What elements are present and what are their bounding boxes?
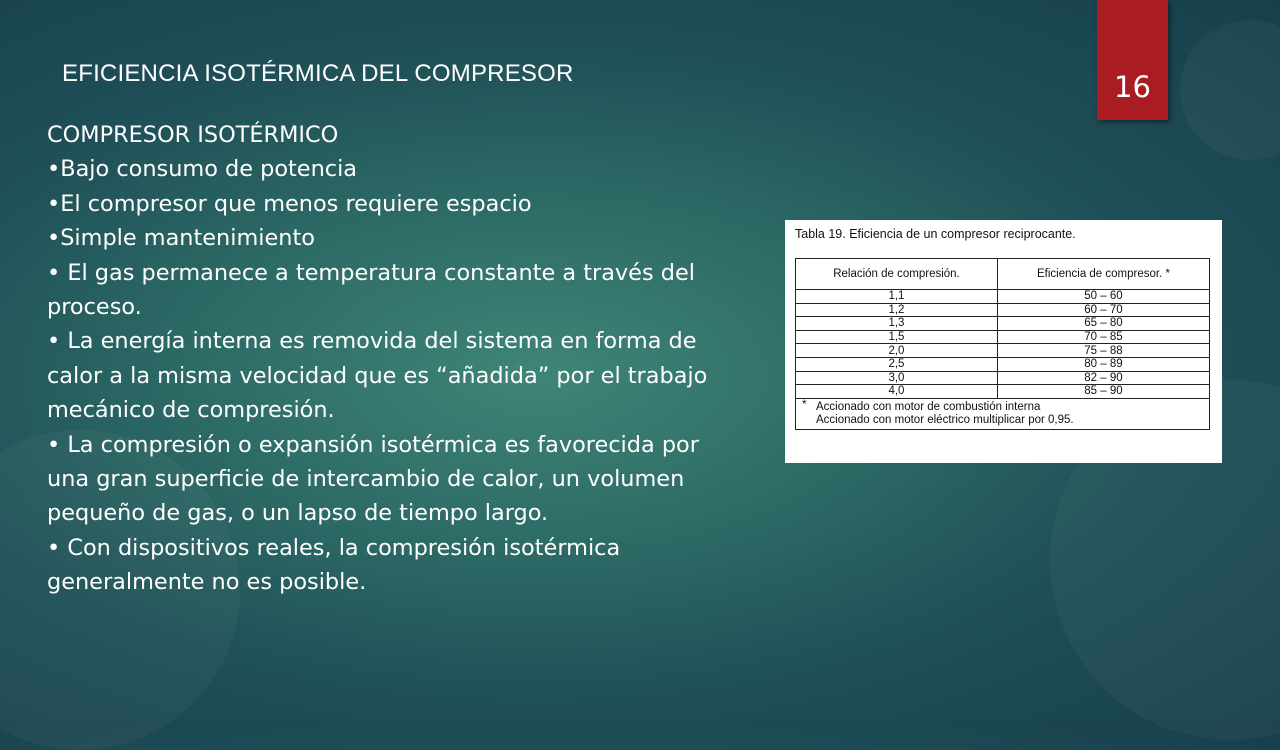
- table-cell: 2,5: [796, 357, 998, 371]
- table-cell: 75 – 88: [997, 344, 1209, 358]
- body-heading: COMPRESOR ISOTÉRMICO: [47, 122, 339, 148]
- table-cell: 1,3: [796, 317, 998, 331]
- page-number-tab: [1097, 0, 1168, 120]
- table-row: [796, 303, 1210, 317]
- bullet-item: •El compresor que menos requiere espacio: [47, 190, 532, 217]
- table-cell: 2,0: [796, 344, 998, 358]
- background-orb: [1180, 20, 1280, 160]
- bullet-item: • La compresión o expansión isotérmica es favorecida por una gran superficie de intercambio de calor, un volumen pequeño de gas, o un lapso de tiempo largo.: [47, 431, 699, 527]
- table-note: [796, 398, 1210, 429]
- page-number: 16: [1114, 70, 1151, 104]
- bullet-item: • El gas permanece a temperatura constante a través del proceso.: [47, 259, 695, 321]
- column-header: Eficiencia de compresor. *: [997, 259, 1209, 290]
- note-text: Accionado con motor eléctrico multiplicar por 0,95.: [816, 413, 1074, 426]
- table-row: [796, 371, 1210, 385]
- table-cell: 85 – 90: [997, 385, 1209, 399]
- table-cell: 1,1: [796, 290, 998, 304]
- note-line: [802, 398, 1203, 414]
- table-row: [796, 385, 1210, 399]
- table-cell: 80 – 89: [997, 357, 1209, 371]
- bullet-item: • La energía interna es removida del sistema en forma de calor a la misma velocidad que es “añadida” por el trabajo mecánico de compresión.: [47, 328, 708, 424]
- slide-title: EFICIENCIA ISOTÉRMICA DEL COMPRESOR: [62, 60, 574, 87]
- table-cell: 65 – 80: [997, 317, 1209, 331]
- efficiency-table-image: [785, 220, 1222, 463]
- slide-body: [47, 118, 747, 600]
- table-cell: 3,0: [796, 371, 998, 385]
- table-cell: 4,0: [796, 385, 998, 399]
- table-note-row: [796, 398, 1210, 429]
- table-caption: Tabla 19. Eficiencia de un compresor reciprocante.: [795, 227, 1076, 241]
- table-cell: 1,5: [796, 330, 998, 344]
- table-row: [796, 317, 1210, 331]
- table-row: [796, 290, 1210, 304]
- bullet-item: • Con dispositivos reales, la compresión isotérmica generalmente no es posible.: [47, 534, 621, 596]
- table-cell: 82 – 90: [997, 371, 1209, 385]
- efficiency-table: [795, 258, 1210, 430]
- note-star: *: [802, 398, 807, 411]
- table-row: [796, 357, 1210, 371]
- table-cell: 1,2: [796, 303, 998, 317]
- table-cell: 50 – 60: [997, 290, 1209, 304]
- note-text: Accionado con motor de combustión interna: [816, 400, 1041, 413]
- bullet-item: •Simple mantenimiento: [47, 225, 315, 252]
- table-cell: 60 – 70: [997, 303, 1209, 317]
- table-row: [796, 330, 1210, 344]
- column-header: Relación de compresión.: [796, 259, 998, 290]
- table-row: [796, 344, 1210, 358]
- note-line: [802, 414, 1203, 427]
- table-cell: 70 – 85: [997, 330, 1209, 344]
- bullet-item: •Bajo consumo de potencia: [47, 156, 358, 183]
